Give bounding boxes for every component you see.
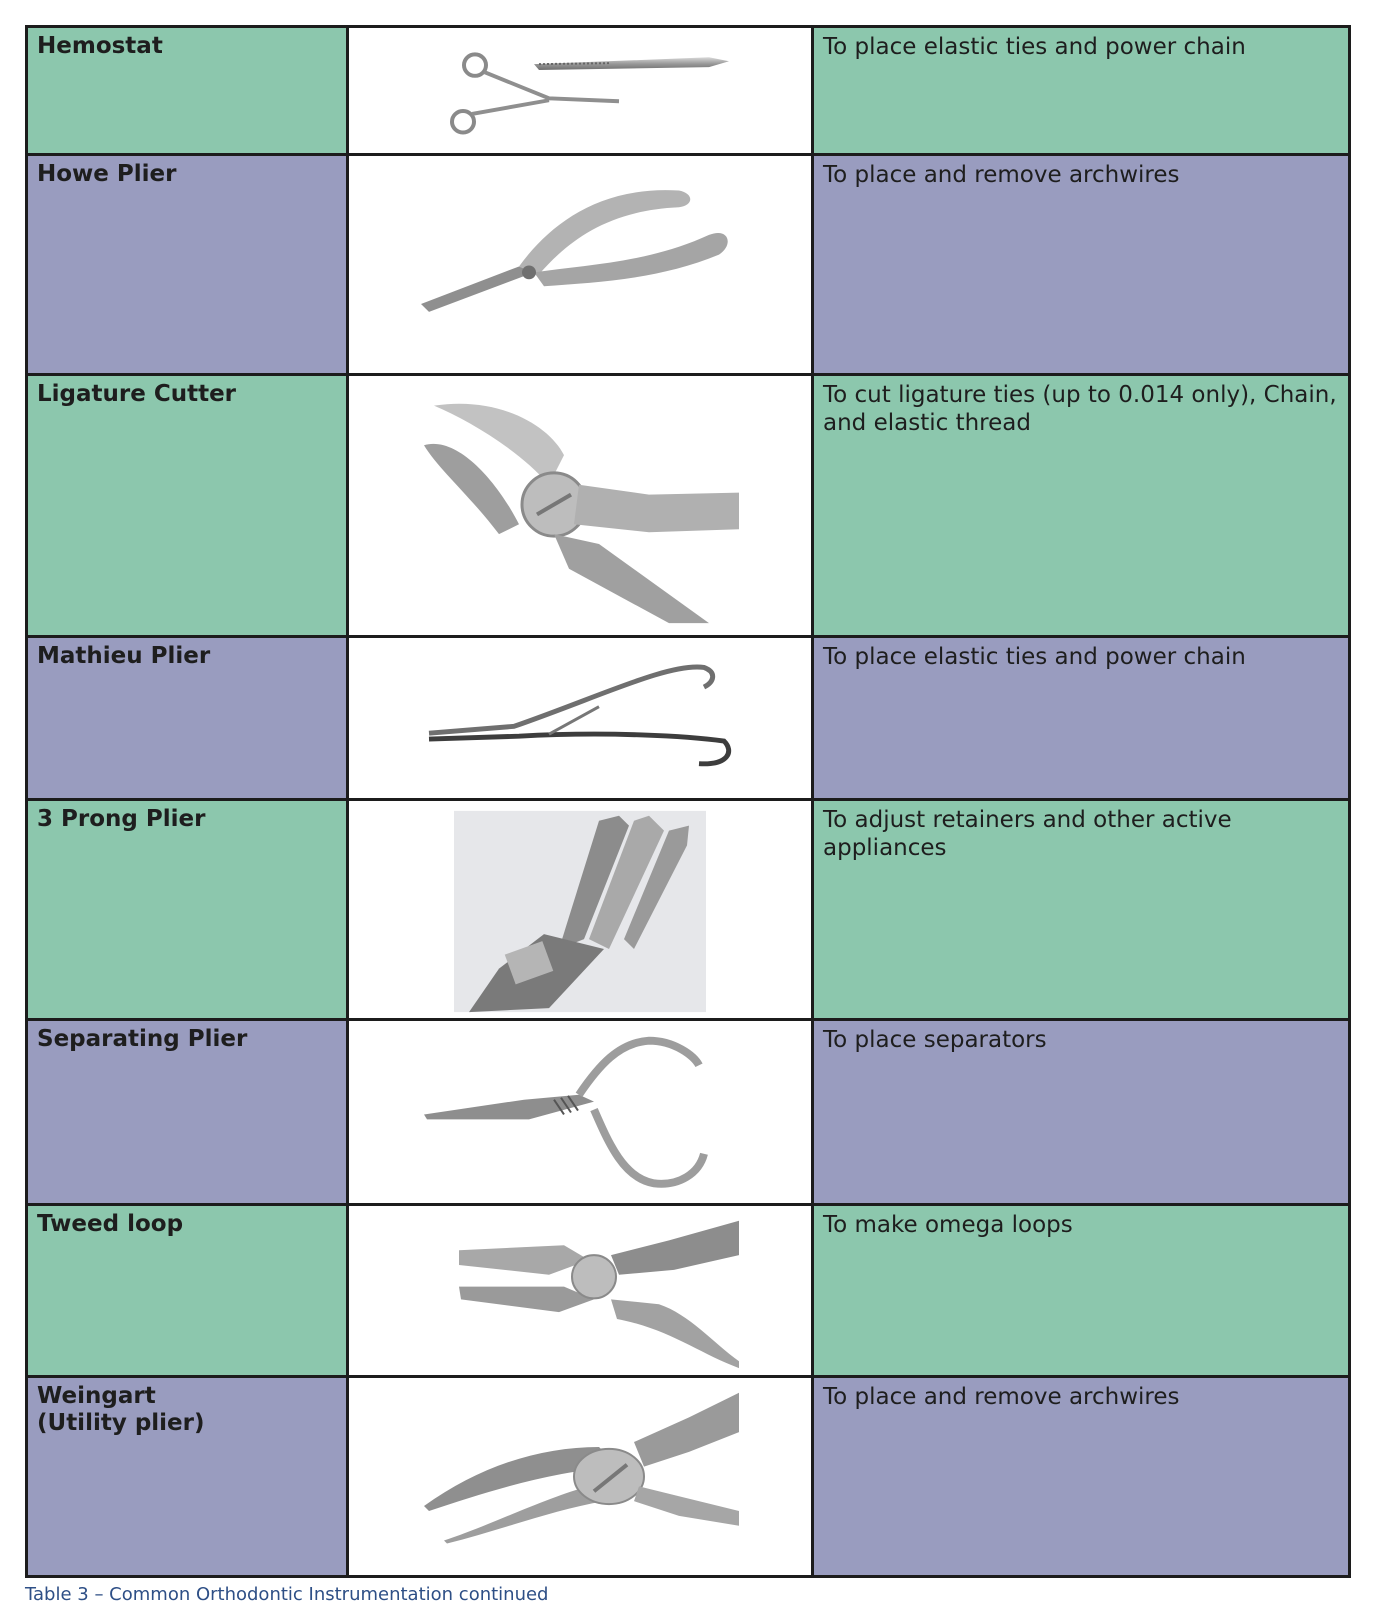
instrument-use: To place and remove archwires [823,162,1180,188]
mathieu-plier-icon [349,638,811,798]
instrument-image-cell [348,27,813,155]
instrument-use: To place and remove archwires [823,1384,1180,1410]
tweed-loop-plier-icon [349,1206,811,1375]
instrument-name: 3 Prong Plier [37,806,206,832]
instrument-use-cell [813,637,1350,800]
instrument-name: Weingart (Utility plier) [37,1383,205,1436]
instrument-name-cell [27,1020,348,1205]
instrument-name: Howe Plier [37,161,177,187]
instrument-name-cell [27,27,348,155]
separating-plier-icon [349,1021,811,1203]
instrument-name-cell [27,637,348,800]
weingart-plier-icon [349,1378,811,1575]
howe-plier-icon [349,156,811,373]
table-caption: Table 3 – Common Orthodontic Instrumentation continued [25,1584,549,1605]
instrument-use: To make omega loops [823,1212,1073,1238]
instrument-table [25,25,1351,1578]
instrument-name: Separating Plier [37,1026,248,1052]
table-row [27,1020,1350,1205]
instrument-image-cell [348,375,813,637]
instrument-use: To place elastic ties and power chain [823,34,1246,60]
instrument-name: Tweed loop [37,1211,184,1237]
instrument-name-cell [27,375,348,637]
instrument-use: To cut ligature ties (up to 0.014 only), Chain, and elastic thread [823,382,1337,436]
instrument-use: To adjust retainers and other active appliances [823,807,1232,861]
instrument-name: Hemostat [37,33,163,59]
table-row [27,27,1350,155]
instrument-name-cell [27,155,348,375]
instrument-use-cell [813,800,1350,1020]
instrument-name-cell [27,1205,348,1377]
instrument-image-cell [348,637,813,800]
instrument-name-cell [27,800,348,1020]
instrument-use-cell [813,27,1350,155]
instrument-use-cell [813,1020,1350,1205]
instrument-image-cell [348,1205,813,1377]
instrument-name-cell [27,1377,348,1577]
instrument-use: To place elastic ties and power chain [823,644,1246,670]
table-row [27,1377,1350,1577]
instrument-name: Mathieu Plier [37,643,211,669]
instrument-use-cell [813,1377,1350,1577]
table-row [27,637,1350,800]
three-prong-plier-icon [349,801,811,1018]
instrument-use: To place separators [823,1027,1047,1053]
table-row [27,800,1350,1020]
instrument-image-cell [348,800,813,1020]
table-row [27,1205,1350,1377]
table-row [27,155,1350,375]
instrument-use-cell [813,1205,1350,1377]
instrument-image-cell [348,155,813,375]
instrument-name: Ligature Cutter [37,381,237,407]
instrument-use-cell [813,155,1350,375]
instrument-use-cell [813,375,1350,637]
instrument-image-cell [348,1377,813,1577]
table-row [27,375,1350,637]
ligature-cutter-icon [349,376,811,635]
instrument-image-cell [348,1020,813,1205]
hemostat-icon [349,28,811,153]
